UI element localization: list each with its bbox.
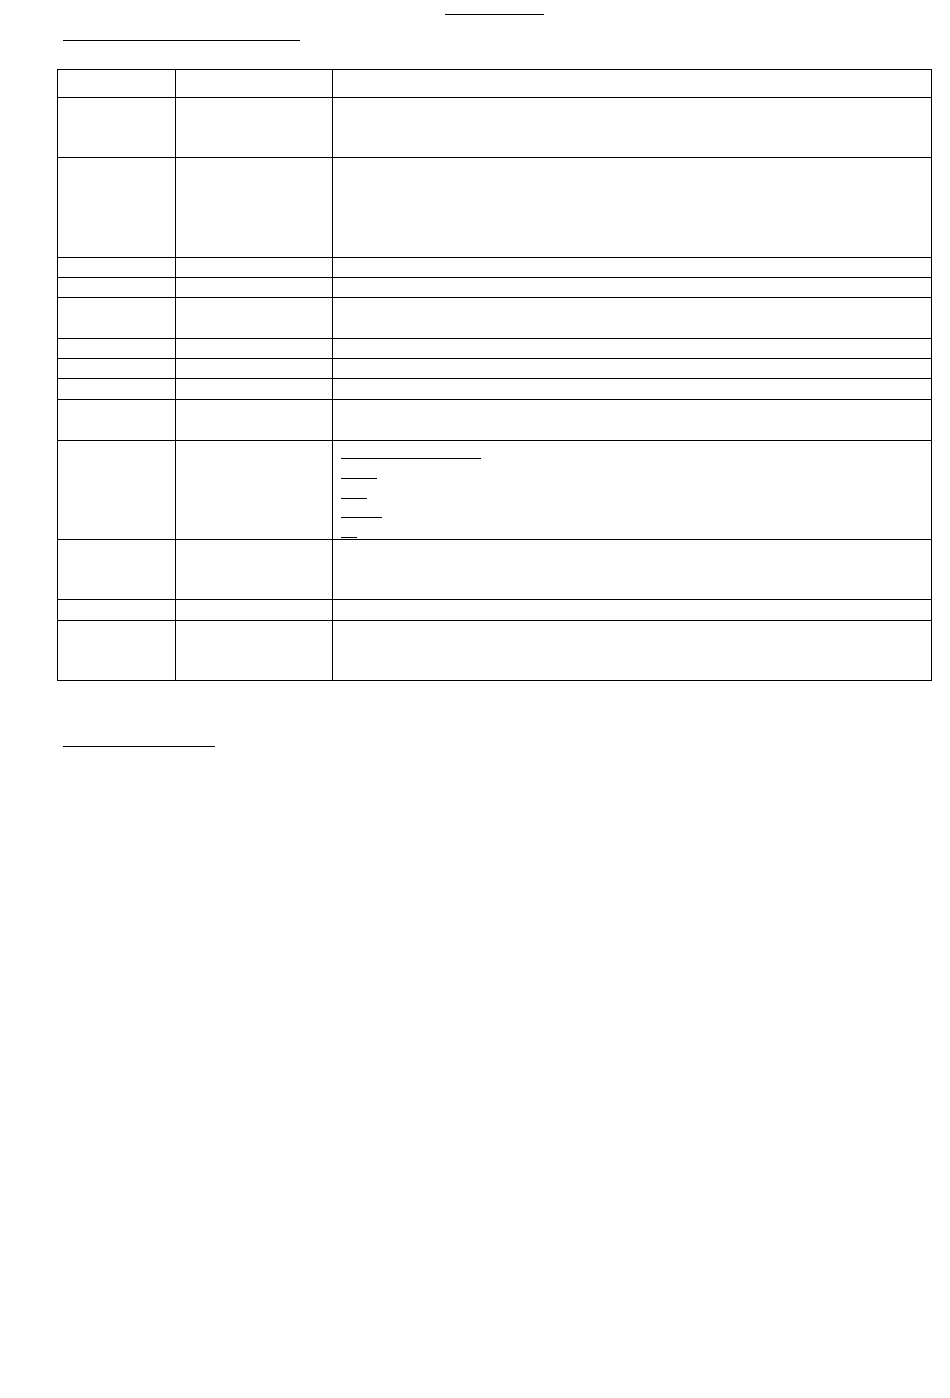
data-table: [57, 69, 932, 681]
table-cell: [176, 600, 333, 621]
table-cell: [176, 400, 333, 441]
table-cell: [333, 600, 932, 621]
table-cell: [58, 379, 176, 400]
table-row: [58, 278, 932, 298]
title-underline: [445, 14, 544, 15]
table-cell: [58, 400, 176, 441]
underlined-entry: [341, 537, 357, 538]
table-row: [58, 158, 932, 258]
table-row: [58, 379, 932, 400]
table-cell: [58, 441, 176, 540]
table-cell: [333, 379, 932, 400]
table-header-cell: [58, 70, 176, 98]
section-heading-underline: [63, 746, 215, 747]
table-cell: [176, 278, 333, 298]
table-row: [58, 400, 932, 441]
table-cell: [333, 339, 932, 359]
table-cell: [176, 540, 333, 600]
table-cell: [333, 258, 932, 278]
table-header-cell: [333, 70, 932, 98]
table-cell: [58, 158, 176, 258]
table-header-row: [58, 70, 932, 98]
table-row: [58, 98, 932, 158]
table-cell: [58, 359, 176, 379]
table-cell-underlined-list: [333, 441, 932, 540]
table-cell: [176, 441, 333, 540]
table-cell: [333, 98, 932, 158]
table-row: [58, 258, 932, 278]
section-heading-underline: [63, 40, 300, 41]
table-cell: [58, 600, 176, 621]
table-cell: [333, 621, 932, 681]
underlined-entry: [341, 498, 367, 499]
table-row: [58, 441, 932, 540]
table-row: [58, 540, 932, 600]
table-header-cell: [176, 70, 333, 98]
table-cell: [333, 359, 932, 379]
table-row: [58, 339, 932, 359]
table-row: [58, 600, 932, 621]
table-cell: [333, 400, 932, 441]
table-cell: [176, 158, 333, 258]
underlined-entry: [341, 478, 377, 479]
table-cell: [58, 540, 176, 600]
underlined-entry: [341, 458, 481, 459]
table-row: [58, 298, 932, 339]
table-cell: [58, 621, 176, 681]
table-cell: [333, 278, 932, 298]
table-cell: [58, 98, 176, 158]
table-cell: [58, 339, 176, 359]
table-cell: [176, 298, 333, 339]
table-cell: [58, 258, 176, 278]
table-cell: [176, 359, 333, 379]
underlined-entry: [341, 517, 382, 518]
table-cell: [176, 98, 333, 158]
table-cell: [333, 158, 932, 258]
table-cell: [176, 379, 333, 400]
table-cell: [176, 621, 333, 681]
table-row: [58, 621, 932, 681]
table-cell: [333, 540, 932, 600]
table-row: [58, 359, 932, 379]
table-cell: [58, 278, 176, 298]
table-cell: [176, 258, 333, 278]
table-cell: [176, 339, 333, 359]
table-cell: [333, 298, 932, 339]
table-cell: [58, 298, 176, 339]
